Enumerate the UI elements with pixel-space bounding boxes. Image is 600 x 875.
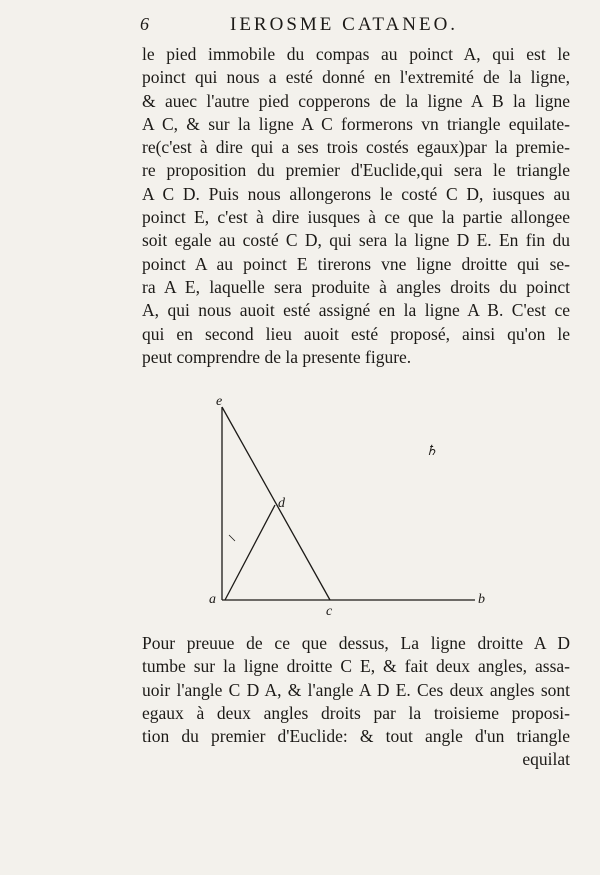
text-line: soit egale au costé C D, qui sera la ligne D E. En fin du (142, 230, 570, 251)
text-line: peut comprendre de la presente figure. (142, 346, 412, 367)
text-line: re proposition du premier d'Euclide,qui sera le triangle (142, 160, 570, 181)
geometric-figure (205, 395, 505, 615)
line-ad (225, 505, 275, 600)
page-number: 6 (140, 14, 152, 34)
text-line: le pied immobile du compas au poinct A, qui est le (142, 44, 570, 64)
catchword: equilat (522, 749, 570, 770)
paragraph-1 (142, 43, 570, 369)
tick-mark (229, 535, 235, 541)
margin-symbol: ♄ (425, 444, 438, 459)
text-line: poinct E, c'est à dire iusques à ce que la partie allongee (142, 207, 570, 228)
label-b: b (478, 592, 485, 607)
label-d: d (278, 496, 285, 511)
text-line: tumbe sur la ligne droitte C E, & fait deux angles, assa- (142, 656, 570, 677)
text-line: Pour preuue de ce que dessus, La ligne droitte A D (142, 633, 570, 653)
label-e: e (216, 395, 223, 409)
text-line: A C D. Puis nous allongerons le costé C D, iusques au (142, 183, 570, 204)
line-ec (222, 407, 330, 600)
text-line: uoir l'angle C D A, & l'angle A D E. Ces deux angles sont (142, 679, 570, 700)
text-line: re(c'est à dire qui a ses trois costés egaux)par la premie- (142, 137, 570, 158)
text-line: & auec l'autre pied copperons de la ligne A B la ligne (142, 90, 570, 111)
text-line: poinct A au poinct E tirerons vne ligne droitte qui se- (142, 253, 570, 274)
text-line: poinct qui nous a esté donné en l'extremité de la ligne, (142, 67, 570, 88)
paragraph-2 (142, 632, 570, 772)
text-line: A, qui nous auoit esté assigné en la ligne A B. C'est ce (142, 300, 570, 321)
running-title: IEROSME CATANEO. (230, 14, 459, 35)
text-line: qui en second lieu auoit esté proposé, ainsi qu'on le (142, 323, 570, 344)
text-line: tion du premier d'Euclide: & tout angle d'un triangle (142, 726, 570, 747)
text-line: egaux à deux angles droits par la troisieme proposi- (142, 702, 570, 723)
text-line: A C, & sur la ligne A C formerons vn triangle equilate- (142, 113, 570, 134)
label-c: c (326, 604, 333, 615)
text-line: ra A E, laquelle sera produite à angles droits du poinct (142, 276, 570, 297)
label-a: a (209, 592, 216, 607)
